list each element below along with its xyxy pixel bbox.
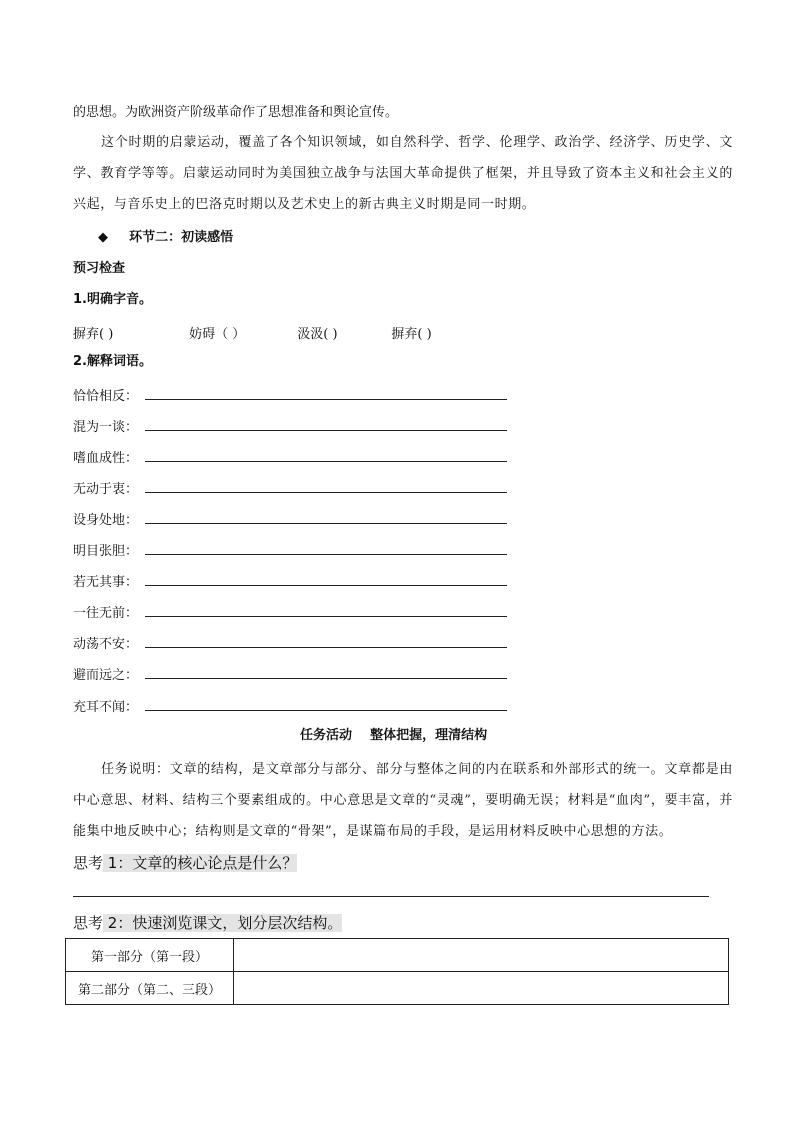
term-label: 设身处地： (73, 513, 139, 528)
term-label: 一往无前： (73, 606, 139, 621)
term-label: 恰恰相反： (73, 389, 139, 404)
think-2-text: 2：快速浏览课文，划分层次结构。 (103, 914, 343, 932)
term-label: 无动于衷： (73, 482, 139, 497)
term-row (73, 664, 513, 684)
answer-blank[interactable] (145, 710, 507, 711)
term-row (73, 696, 513, 716)
part-answer-cell[interactable] (234, 939, 729, 972)
answer-blank[interactable] (145, 554, 507, 555)
term-row (73, 385, 513, 405)
table-row (66, 972, 729, 1005)
part-label: 第一部分（第一段） (66, 939, 234, 972)
pinyin-item[interactable]: 摒弃( ) (391, 327, 432, 342)
think-2-prefix: 思考 (73, 914, 104, 932)
answer-blank[interactable] (145, 678, 507, 679)
term-label: 嗜血成性： (73, 451, 139, 466)
answer-blank[interactable] (145, 461, 507, 462)
term-label: 明目张胆： (73, 544, 139, 559)
term-row (73, 478, 513, 498)
answer-blank[interactable] (145, 616, 507, 617)
term-label: 若无其事： (73, 575, 139, 590)
diamond-bullet-icon: ◆ (98, 230, 108, 245)
term-row (73, 571, 513, 591)
term-row (73, 602, 513, 622)
term-row (73, 633, 513, 653)
term-row (73, 447, 513, 467)
intro-line: 的思想。为欧洲资产阶级革命作了思想准备和舆论宣传。 (73, 105, 399, 120)
think-question-1 (73, 853, 297, 873)
table-row (66, 939, 729, 972)
section-heading (98, 230, 233, 246)
answer-line[interactable] (73, 896, 709, 897)
term-row (73, 416, 513, 436)
pinyin-item[interactable]: 汲汲( ) (297, 327, 338, 342)
think-1-prefix: 思考 (73, 854, 104, 872)
question-2: 2.解释词语。 (73, 354, 152, 369)
enlightenment-paragraph: 这个时期的启蒙运动，覆盖了各个知识领域，如自然科学、哲学、伦理学、政治学、经济学、历史学、文学、教育学等等。启蒙运动同时为美国独立战争与法国大革命提供了框架，并且导致了资本主义和社会主义的兴起，与音乐史上的巴洛克时期以及艺术史上的新古典主义时期是同一时期。 (73, 135, 733, 212)
pinyin-item[interactable]: 摒弃( ) (73, 327, 114, 342)
answer-blank[interactable] (145, 492, 507, 493)
part-answer-cell[interactable] (234, 972, 729, 1005)
answer-blank[interactable] (145, 585, 507, 586)
term-label: 混为一谈： (73, 420, 139, 435)
answer-blank[interactable] (145, 399, 507, 400)
pinyin-item[interactable]: 妨碍（ ） (189, 327, 246, 342)
task-title: 任务活动 整体把握，理清结构 (300, 728, 488, 743)
preview-title: 预习检查 (73, 261, 126, 276)
answer-blank[interactable] (145, 523, 507, 524)
question-1: 1.明确字音。 (73, 292, 152, 307)
part-label: 第二部分（第二、三段） (66, 972, 234, 1005)
pinyin-row (73, 323, 432, 342)
think-1-text: 1：文章的核心论点是什么？ (103, 854, 298, 872)
term-label: 充耳不闻： (73, 700, 139, 715)
section-heading-text: 环节二：初读感悟 (129, 230, 234, 245)
answer-blank[interactable] (145, 430, 507, 431)
answer-blank[interactable] (145, 647, 507, 648)
term-row (73, 540, 513, 560)
think-question-2 (73, 913, 342, 933)
term-row (73, 509, 513, 529)
term-label: 避而远之： (73, 668, 139, 683)
task-description: 任务说明：文章的结构，是文章部分与部分、部分与整体之间的内在联系和外部形式的统一。文章都是由中心意思、材料、结构三个要素组成的。中心意思是文章的“灵魂”，要明确无误；材料是“血肉”，要丰富，并能集中地反映中心；结构则是文章的“骨架”，是谋篇布局的手段，是运用材料反映中心思想的方法。 (73, 762, 733, 839)
term-label: 动荡不安： (73, 637, 139, 652)
structure-table (65, 938, 729, 1005)
